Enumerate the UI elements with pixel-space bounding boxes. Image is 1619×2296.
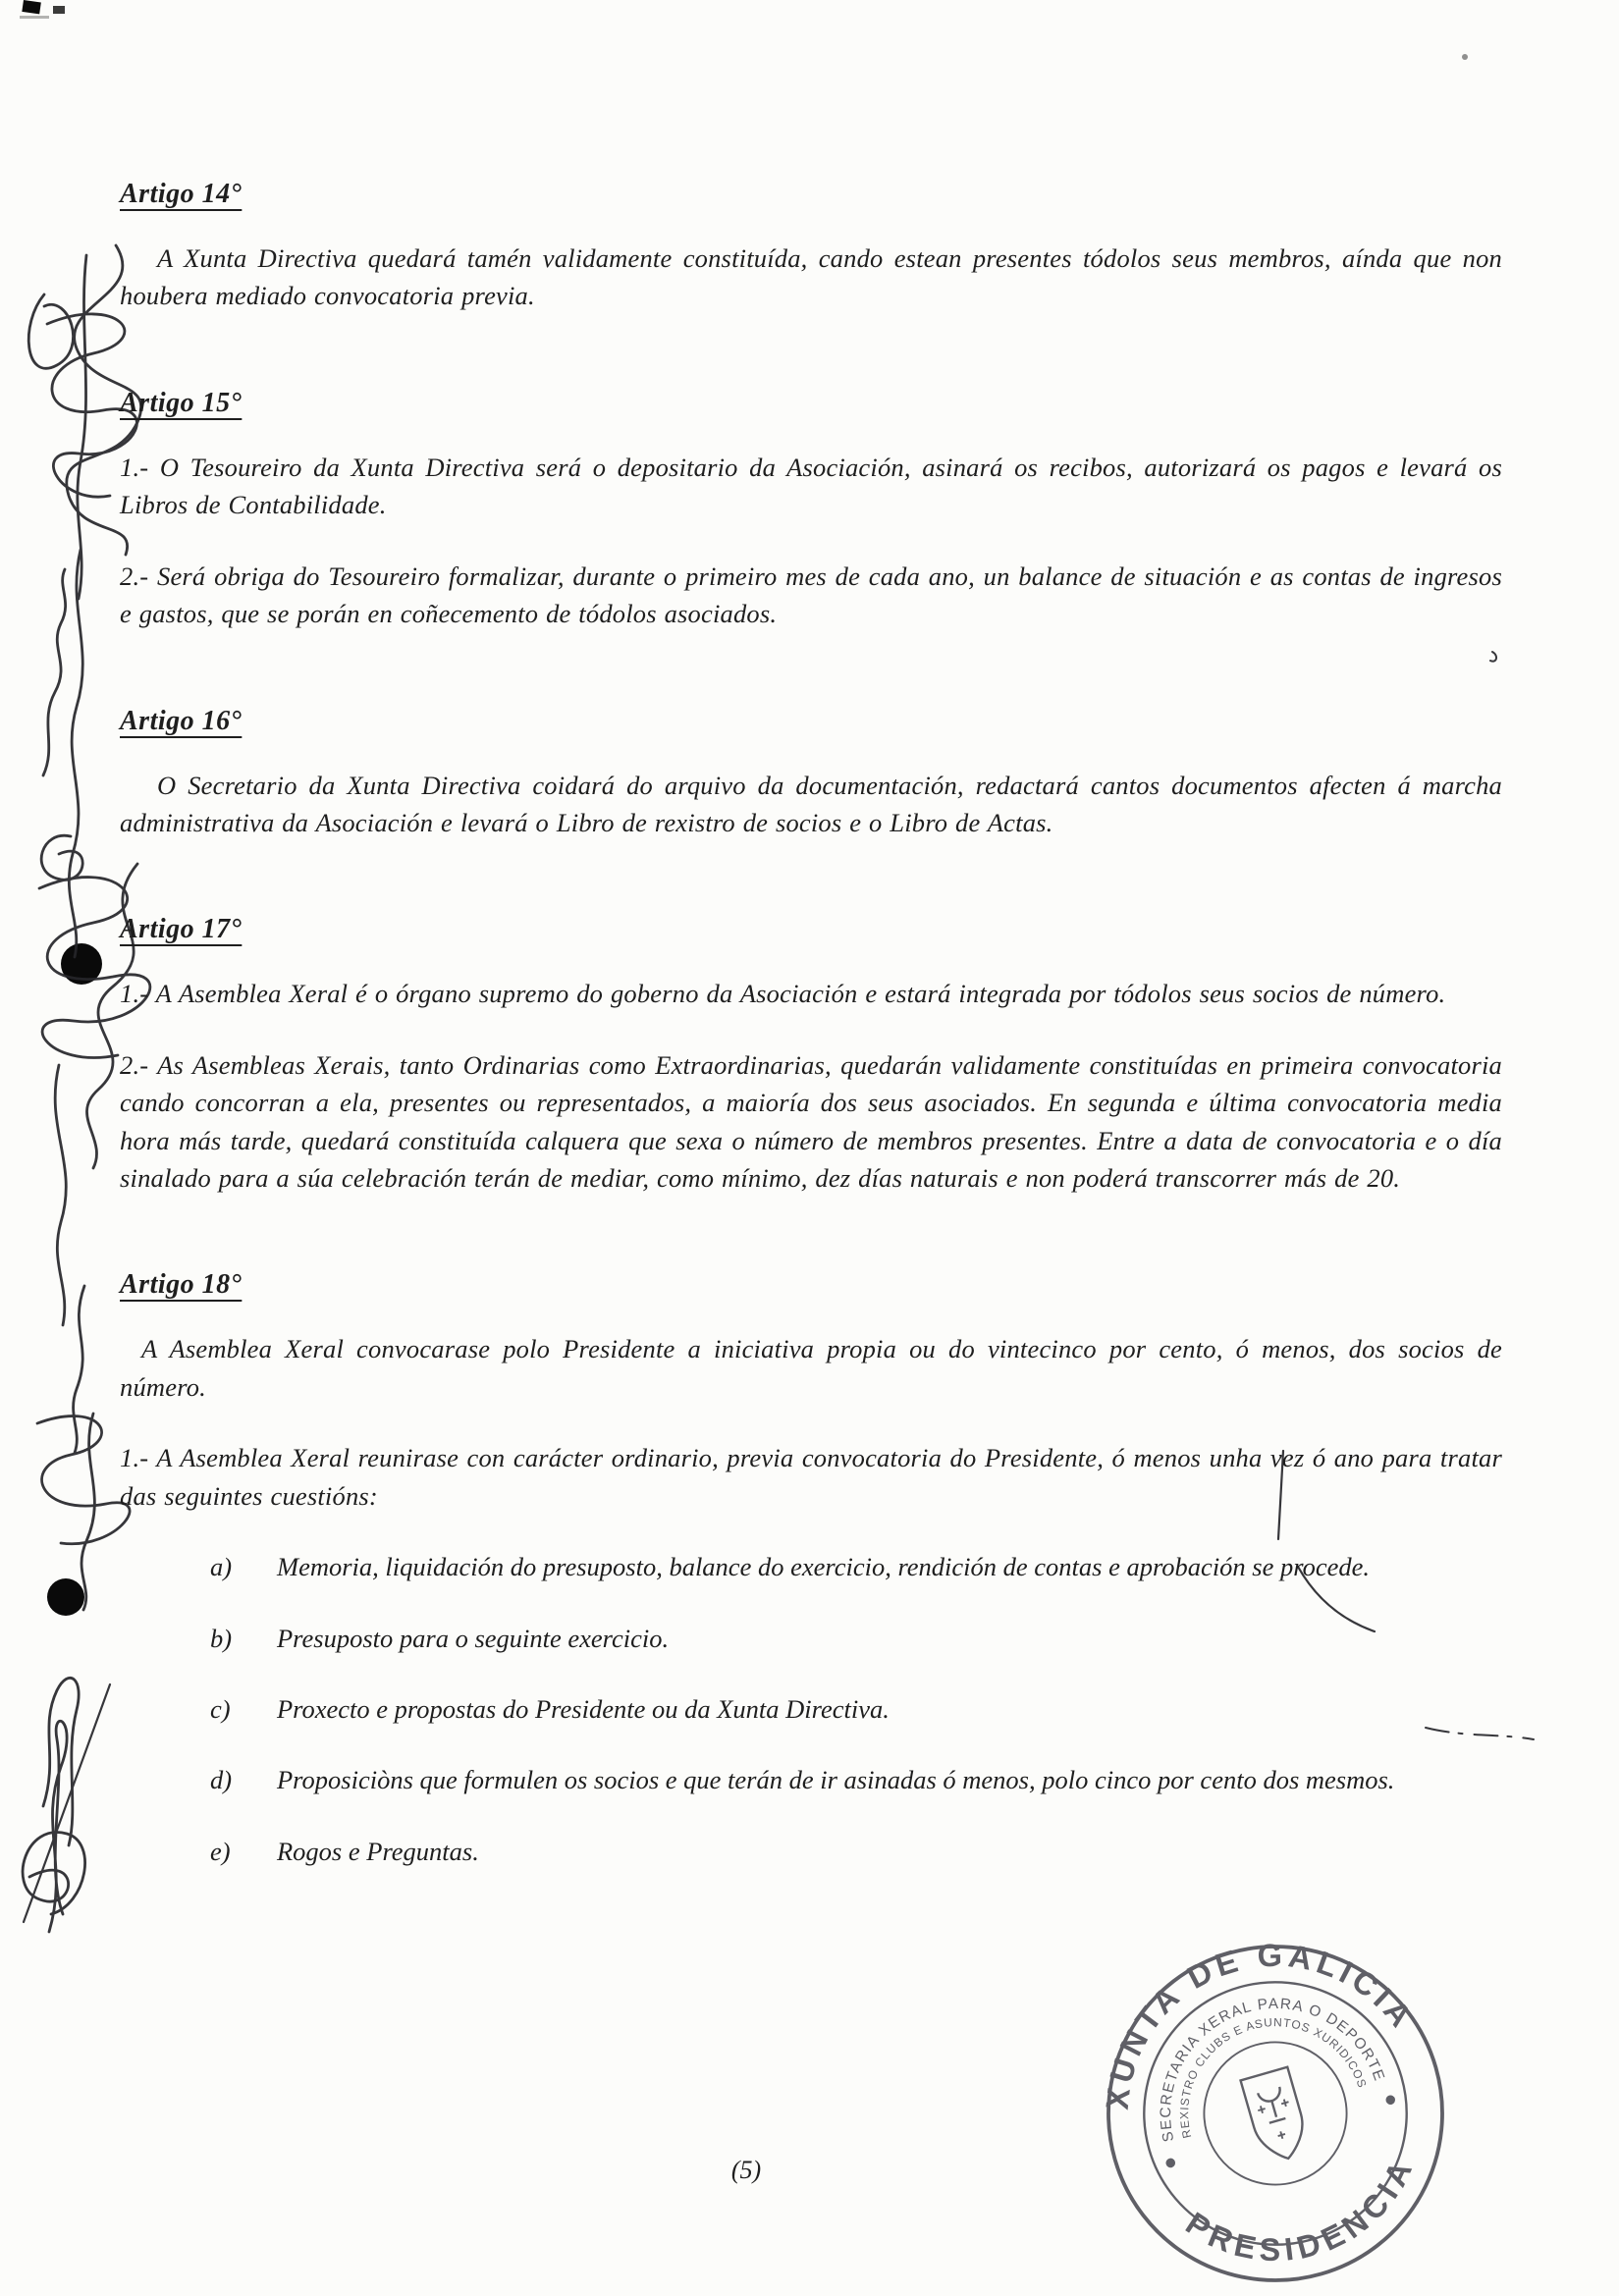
article-15-paragraph-2: 2.- Será obriga do Tesoureiro formalizar, durante o primeiro mes de cada ano, un balance de situación e as contas de ingresos e gastos, que se porán en coñecemento de tódolos asociados.	[120, 561, 1502, 629]
article-16-heading: Artigo 16°	[120, 705, 243, 736]
signature-cross-stroke	[24, 1684, 110, 1922]
article-17	[120, 875, 1502, 1197]
corner-mark	[22, 0, 40, 14]
margin-scribble-9	[55, 1065, 66, 1325]
chalice-glyph	[1258, 2087, 1288, 2124]
margin-handwriting-word	[43, 569, 66, 775]
margin-scribble-6	[41, 835, 82, 880]
article-14-paragraph-1: A Xunta Directiva quedará tamén validamente constituída, cando estean presentes tódolos seus membros, aínda que non houbera mediado convocatoria previa.	[120, 243, 1502, 311]
margin-scribble-4	[28, 294, 73, 368]
article-16	[120, 667, 1502, 842]
article-17-heading: Artigo 17°	[120, 914, 243, 945]
article-15-paragraph-1: 1.- O Tesoureiro da Xunta Directiva será o depositario da Asociación, asinará os recibos, autorizará os pagos e levará os Libros de Contabilidade.	[120, 452, 1502, 520]
list-item-c-text: Proxecto e propostas do Presidente ou da Xunta Directiva.	[277, 1694, 890, 1725]
document-body	[120, 179, 1502, 1903]
list-item-e-label: e)	[210, 1836, 231, 1866]
article-18-item-list	[120, 1548, 1502, 1870]
stamp-outer-bottom-text: PRESIDENCIA	[1179, 2151, 1422, 2269]
article-14-heading: Artigo 14°	[120, 179, 243, 209]
article-15	[120, 348, 1502, 633]
list-item-e-text: Rogos e Preguntas.	[277, 1836, 479, 1866]
article-15-heading: Artigo 15°	[120, 387, 243, 418]
article-18-paragraph-1: A Asemblea Xeral convocarase polo Presidente a iniciativa propia ou do vintecinco por cento, ó menos, dos socios de número.	[120, 1334, 1502, 1402]
speck	[1462, 54, 1468, 60]
list-item-d	[120, 1761, 1502, 1798]
article-17-paragraph-2: 2.- As Asembleas Xerais, tanto Ordinarias como Extraordinarias, quedarán validamente constituídas en primeira convocatoria cando concorran a ela, presentes ou representados, a maioría dos seus asociados. En segunda e última convocatoria media hora más tarde, quedará constituída calquera que sexa o número de membros presentes. Entre a data de convocatoria e o día sinalado para a súa celebración terán de mediar, como mínimo, dez días naturais e non poderá transcorrer más de 20.	[120, 1049, 1502, 1194]
article-17-paragraph-1: 1.- A Asemblea Xeral é o órgano supremo do goberno da Asociación e estará integrada por tódolos seus socios de número.	[120, 979, 1446, 1009]
signature-scribble-3	[43, 1678, 79, 1845]
list-item-b-text: Presuposto para o seguinte exercicio.	[277, 1623, 670, 1653]
corner-mark	[53, 6, 65, 14]
stamp-side-dot-left	[1164, 2158, 1176, 2169]
list-item-a-text: Memoria, liquidación do presuposto, balance do exercicio, rendición de contas e aprobación se procede.	[277, 1552, 1370, 1582]
ink-dot-2	[47, 1578, 84, 1616]
margin-scribble-11	[37, 1416, 130, 1544]
stamp-coat-of-arms	[1241, 2067, 1312, 2165]
stamp-inner-ring2-text: REXISTRO CLUBS E ASUNTOS XURIDICOS	[1177, 2015, 1370, 2140]
list-item-c-label: c)	[210, 1694, 231, 1725]
list-item-a-label: a)	[210, 1552, 233, 1582]
stamp-inner-ring-text: SECRETARIA XERAL PARA O DEPORTE	[1157, 1995, 1388, 2144]
list-item-d-text: Proposiciòns que formulen os socios e que terán de ir asinadas ó menos, polo cinco por cento dos mesmos.	[277, 1765, 1395, 1795]
margin-scribble-10	[74, 1286, 84, 1453]
article-18-paragraph-2: 1.- A Asemblea Xeral reunirase con carácter ordinario, previa convocatoria do Presidente, ó menos unha vez ó ano para tratar das seguintes cuestións:	[120, 1443, 1502, 1511]
signature-scribble-2	[23, 1833, 84, 1914]
article-16-paragraph-1: O Secretario da Xunta Directiva coidará do arquivo da documentación, redactará cantos documentos afecten á marcha administrativa da Asociación e levará o Libro de rexistro de socios e o Libro de Actas.	[120, 770, 1502, 837]
list-item-b	[120, 1620, 1502, 1657]
ink-dot-1	[61, 943, 102, 985]
corner-smear	[20, 16, 49, 19]
margin-scribble-3	[78, 255, 86, 599]
list-item-a	[120, 1548, 1502, 1585]
article-18	[120, 1230, 1502, 1870]
official-stamp	[1088, 1926, 1463, 2296]
margin-scribble-5	[69, 550, 82, 957]
list-item-c	[120, 1690, 1502, 1728]
article-14	[120, 179, 1502, 315]
page-number: (5)	[730, 2156, 762, 2184]
list-item-b-label: b)	[210, 1623, 233, 1653]
stamp-side-dot-right	[1384, 2094, 1396, 2106]
list-item-d-label: d)	[210, 1765, 233, 1795]
signature-scribble-1	[49, 1721, 67, 1932]
article-18-heading: Artigo 18°	[120, 1269, 243, 1301]
margin-scribble-12	[81, 1414, 94, 1610]
stamp-graphic	[1088, 1926, 1463, 2296]
stamp-outer-top-text: XUNTA DE GALICIA	[1099, 1937, 1422, 2111]
list-item-e	[120, 1833, 1502, 1870]
